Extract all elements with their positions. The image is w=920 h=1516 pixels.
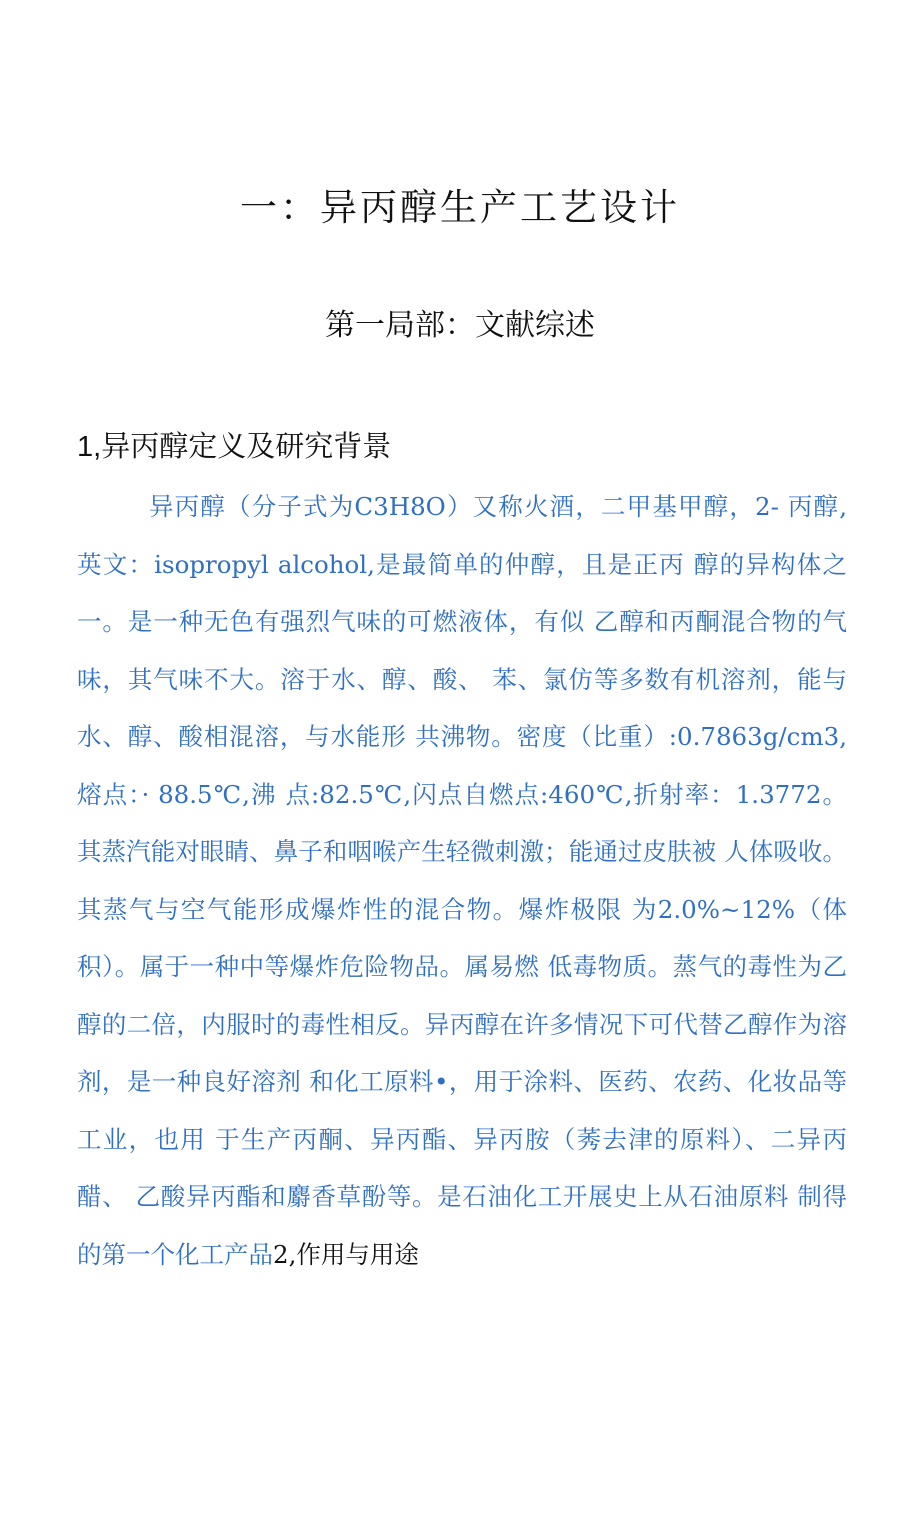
section-heading-1	[77, 424, 391, 469]
section-heading-2	[273, 1240, 419, 1269]
section-number-1: 1,	[77, 431, 102, 463]
part-title: 第一局部：文献综述	[325, 308, 595, 343]
section-title-2: 作用与用途	[296, 1239, 419, 1269]
document-title: 一：异丙醇生产工艺设计	[240, 186, 680, 229]
section-title-1: 异丙醇定义及研究背景	[101, 429, 392, 463]
body-paragraph	[77, 478, 847, 1283]
paragraph-text: 异丙醇（分子式为C3H8O）又称火酒，二甲基甲醇，2- 丙醇, 英文：isopropyl alcohol,是最简单的仲醇，且是正丙 醇的异构体之一。是一种无色有强烈气味的可燃液体，有似 乙醇和丙酮混合物的气味，其气味不大。溶于水、醇、酸、 苯、氯仿等多数有机溶剂，能与水、醇、酸相混溶，与水能形 共沸物。密度（比重）:0.7863g/cm3,熔点：· 88.5℃,沸 点:82.5℃,闪点自燃点:460℃,折射率：1.3772。 其蒸汽能对眼睛、鼻子和咽喉产生轻微刺激；能通过皮肤被 人体吸收。其蒸气与空气能形成爆炸性的混合物。爆炸极限 为2.0%~12%（体积）。属于一种中等爆炸危险物品。属易燃 低毒物质。蒸气的毒性为乙醇的二倍，内服时的毒性相反。异丙醇在许多情况下可代替乙醇作为溶剂，是一种良好溶剂 和化工原料•，用于涂料、医药、农药、化妆品等工业，也用 于生产丙酮、异丙酯、异丙胺（莠去津的原料）、二异丙醋、 乙酸异丙酯和麝香草酚等。是石油化工开展史上从石油原料 制得的第一个化工产品	[77, 492, 847, 1269]
section-number-2: 2,	[273, 1239, 297, 1269]
